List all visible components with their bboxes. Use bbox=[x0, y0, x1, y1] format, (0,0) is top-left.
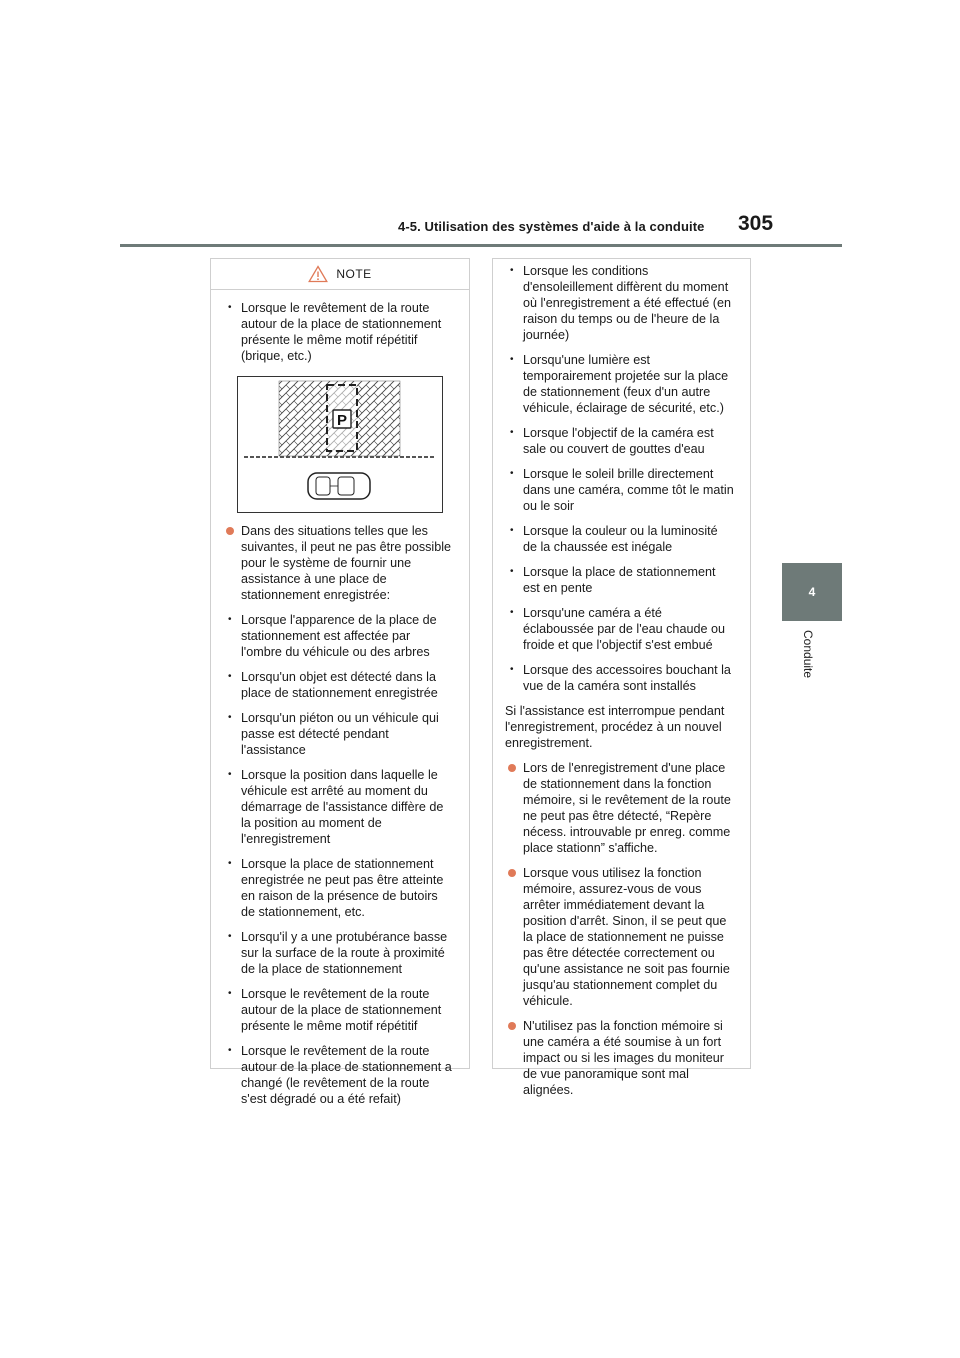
list-item: • Lorsqu'un piéton ou un véhicule qui passe est détecté pendant l'assistance bbox=[228, 710, 453, 758]
list-item: Lors de l'enregistrement d'une place de stationnement dans la fonction mémoire, si le revêtement de la route ne peut pas être détecté, “Repère nécess. introuvable pr enreg. comme place stationn” s'affiche. bbox=[510, 760, 734, 856]
list-item: • Lorsque les conditions d'ensoleillement diffèrent du moment où l'enregistrement a été effectué (en raison du temps ou de l'heure de la journée) bbox=[510, 263, 734, 343]
list-item: • Lorsque l'apparence de la place de stationnement est affectée par l'ombre du véhicule ou des arbres bbox=[228, 612, 453, 660]
list-item: • Lorsque le revêtement de la route autour de la place de stationnement présente le même motif répétitif (brique, etc.) bbox=[228, 300, 453, 364]
chapter-tab: 4 bbox=[782, 563, 842, 621]
list-item: • Lorsque le revêtement de la route autour de la place de stationnement a changé (le revêtement de la route s'est dégradé ou a été refait) bbox=[228, 1043, 453, 1107]
list-item: • Lorsque le revêtement de la route autour de la place de stationnement présente le même motif répétitif bbox=[228, 986, 453, 1034]
list-item: Dans des situations telles que les suivantes, il peut ne pas être possible pour le système de fournir une assistance à une place de stationnement enregistrée: bbox=[228, 523, 453, 603]
page-number: 305 bbox=[738, 212, 774, 235]
header-rule bbox=[120, 244, 842, 247]
list-item: • Lorsqu'une caméra a été éclaboussée par de l'eau chaude ou froide et que l'objectif s'est embué bbox=[510, 605, 734, 653]
note-header bbox=[211, 259, 469, 290]
warning-icon bbox=[308, 265, 328, 283]
list-item: • Lorsque l'objectif de la caméra est sale ou couvert de gouttes d'eau bbox=[510, 425, 734, 457]
header-title: 4-5. Utilisation des systèmes d'aide à la conduite bbox=[398, 219, 705, 234]
list-item: • Lorsque la place de stationnement est en pente bbox=[510, 564, 734, 596]
list-item: • Lorsqu'une lumière est temporairement projetée sur la place de stationnement (feux d'un autre véhicule, éclairage de sécurité, etc.) bbox=[510, 352, 734, 416]
parking-sign-letter: P bbox=[336, 412, 348, 429]
list-item: N'utilisez pas la fonction mémoire si une caméra a été soumise à un fort impact ou si les images du moniteur de vue panoramique sont mal alignées. bbox=[510, 1018, 734, 1098]
note-box-left bbox=[210, 258, 470, 1106]
list-item: • Lorsque des accessoires bouchant la vue de la caméra sont installés bbox=[510, 662, 734, 694]
car-icon bbox=[308, 473, 370, 499]
chapter-label: Conduite bbox=[801, 630, 815, 679]
list-item: • Lorsque le soleil brille directement dans une caméra, comme tôt le matin ou le soir bbox=[510, 466, 734, 514]
parking-illustration bbox=[237, 376, 443, 513]
note-box-right bbox=[492, 258, 751, 1097]
paragraph: Si l'assistance est interrompue pendant l'enregistrement, procédez à un nouvel enregistrement. bbox=[505, 704, 725, 750]
note-title: NOTE bbox=[336, 267, 372, 281]
list-item: • Lorsque la place de stationnement enregistrée ne peut pas être atteinte en raison de la présence de butoirs de stationnement, etc. bbox=[228, 856, 453, 920]
list-item: Lorsque vous utilisez la fonction mémoire, assurez-vous de vous arrêter immédiatement devant la position d'arrêt. Sinon, il se peut que la place de stationnement ne puisse pas être détectée correctement ou qu'une assistance ne soit pas fournie jusqu'au stationnement complet du véhicule. bbox=[510, 865, 734, 1009]
list-item: • Lorsqu'il y a une protubérance basse sur la surface de la route à proximité de la place de stationnement bbox=[228, 929, 453, 977]
list-item: • Lorsqu'un objet est détecté dans la place de stationnement enregistrée bbox=[228, 669, 453, 701]
list-item: • Lorsque la position dans laquelle le véhicule est arrêté au moment du démarrage de l'assistance diffère de la position au moment de l'enregistrement bbox=[228, 767, 453, 847]
list-item: • Lorsque la couleur ou la luminosité de la chaussée est inégale bbox=[510, 523, 734, 555]
